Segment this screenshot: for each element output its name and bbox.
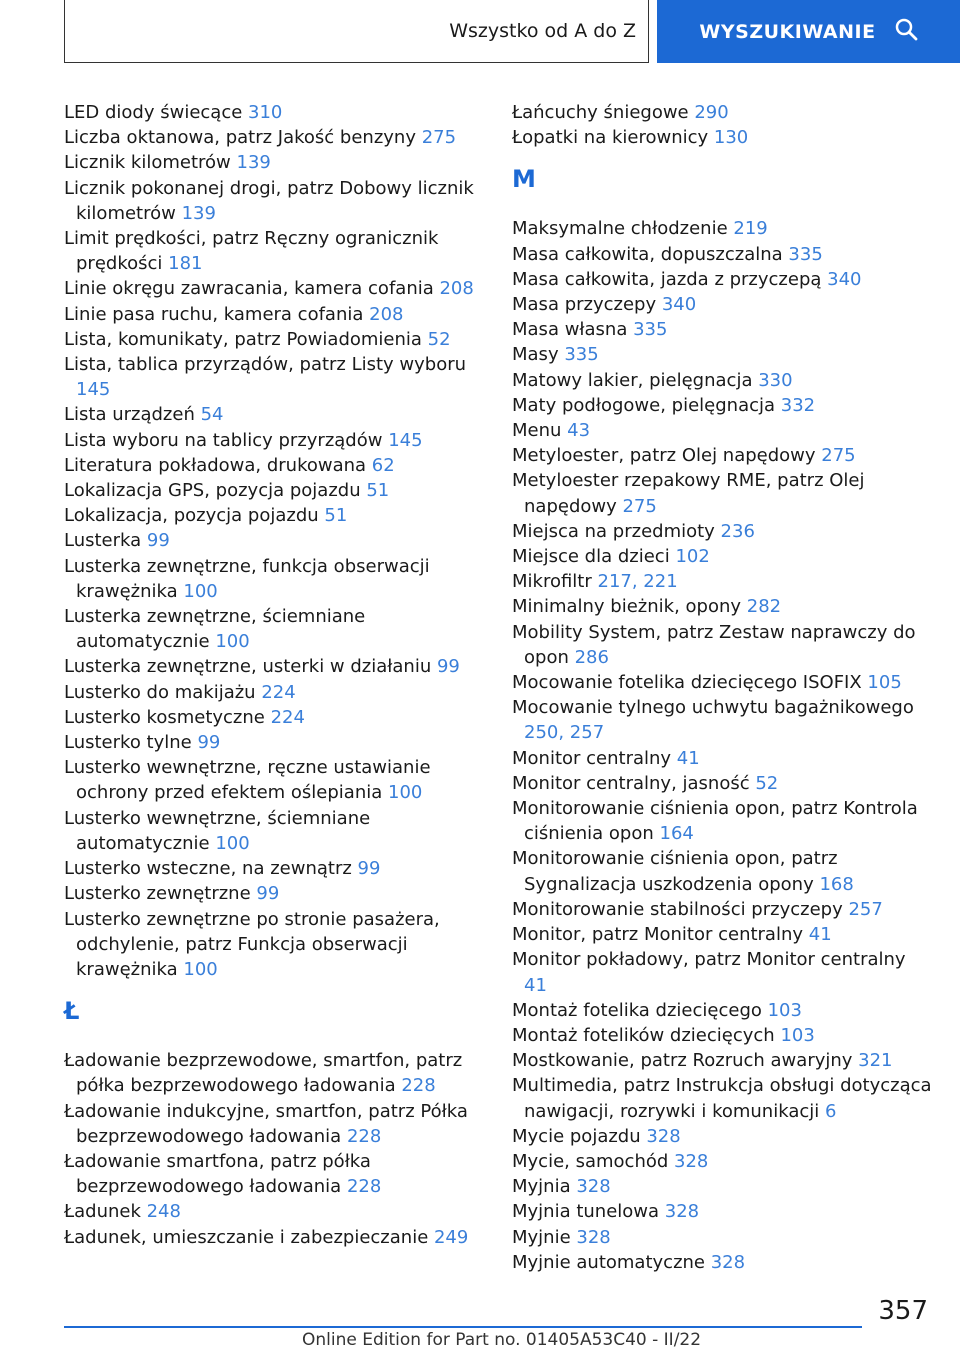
- page-link[interactable]: 328: [674, 1150, 709, 1172]
- page-link[interactable]: 99: [357, 858, 381, 880]
- page-link[interactable]: 103: [767, 999, 802, 1021]
- entry-text: Mycie pojazdu: [512, 1125, 647, 1147]
- entry-text: Maty podłogowe, pielęgnacja: [512, 394, 781, 416]
- page-link[interactable]: 102: [675, 546, 710, 568]
- page-link[interactable]: 62: [371, 454, 395, 476]
- entry-text: Lista urządzeń: [64, 404, 201, 426]
- index-entry: [512, 342, 932, 367]
- page-link[interactable]: 130: [713, 127, 749, 149]
- page-link[interactable]: 335: [564, 344, 599, 366]
- page-link[interactable]: 99: [436, 656, 460, 678]
- search-button[interactable]: [657, 0, 960, 63]
- entry-text: Masa całkowita, dopuszczalna: [512, 243, 789, 265]
- index-entry: [512, 1124, 932, 1149]
- entry-text: Miejsce dla dzieci: [512, 546, 676, 568]
- entry-text: Miejsca na przedmioty: [512, 520, 721, 542]
- entry-text: Minimalny bieżnik, opony: [512, 596, 747, 618]
- page-link[interactable]: 164: [659, 823, 694, 845]
- index-entry: [512, 569, 932, 594]
- page-link[interactable]: 228: [346, 1125, 382, 1147]
- entry-text: Licznik kilometrów: [64, 152, 237, 174]
- entry-text: Limit prędkości, patrz Ręczny ogranicznik prędkości: [64, 228, 439, 275]
- page-link[interactable]: 217, 221: [597, 571, 678, 593]
- index-entry: [64, 100, 484, 125]
- index-entry: [512, 620, 932, 670]
- entry-text: Matowy lakier, pielęgnacja: [512, 369, 759, 391]
- page-link[interactable]: 282: [746, 596, 782, 618]
- entry-text: Łopatki na kierownicy: [512, 127, 714, 149]
- page-link[interactable]: 52: [755, 772, 779, 794]
- entry-text: Ładowanie smartfona, patrz półka bezprzewodowego ładowania: [64, 1150, 371, 1198]
- entry-text: Mocowanie tylnego uchwytu bagażnikowego: [512, 697, 914, 719]
- entry-text: Monitorowanie stabilności przyczepy: [512, 898, 849, 920]
- page-link[interactable]: 103: [780, 1024, 815, 1046]
- entry-text: Łańcuchy śniegowe: [512, 102, 695, 123]
- index-entry: [64, 402, 484, 427]
- page-link[interactable]: 340: [827, 268, 862, 290]
- index-entry: [512, 796, 932, 846]
- entry-text: Ładunek: [64, 1201, 147, 1223]
- page-link[interactable]: 208: [369, 303, 404, 325]
- index-entry: [64, 226, 484, 276]
- index-entry: [512, 1174, 932, 1199]
- entry-text: Licznik pokonanej drogi, patrz Dobowy licznik kilometrów: [64, 177, 474, 224]
- index-entry: [512, 544, 932, 569]
- page-link[interactable]: 321: [858, 1050, 893, 1072]
- index-entry: [64, 327, 484, 352]
- index-entry: [64, 150, 484, 175]
- page-link[interactable]: 275: [622, 495, 657, 517]
- page-link[interactable]: 41: [808, 924, 832, 946]
- page-link[interactable]: 208: [439, 278, 474, 300]
- index-entry: [512, 846, 932, 896]
- page-link[interactable]: 100: [215, 832, 250, 854]
- page-link[interactable]: 310: [248, 102, 283, 123]
- page-link[interactable]: 41: [524, 974, 547, 996]
- index-entry: [512, 1199, 932, 1224]
- entry-text: Lusterko wsteczne, na zewnątrz: [64, 858, 358, 880]
- entry-text: Montaż fotelików dziecięcych: [512, 1024, 781, 1046]
- page-link[interactable]: 139: [236, 152, 271, 174]
- page-link[interactable]: 100: [183, 958, 218, 980]
- entry-text: Monitor centralny, jasność: [512, 772, 756, 794]
- index-entry: [64, 680, 484, 705]
- index-entry: [64, 1048, 484, 1098]
- page-link[interactable]: 332: [780, 394, 816, 416]
- index-tab[interactable]: [64, 0, 649, 63]
- entry-text: Monitorowanie ciśnienia opon, patrz Kontrola ciśnienia opon: [512, 798, 918, 845]
- entry-text: Lokalizacja GPS, pozycja pojazdu: [64, 480, 367, 502]
- index-entry: [512, 897, 932, 922]
- entry-text: Literatura pokładowa, drukowana: [64, 454, 372, 476]
- page-link[interactable]: 335: [788, 243, 823, 265]
- entry-text: Monitorowanie ciśnienia opon, patrz Sygnalizacja uszkodzenia opony: [512, 848, 838, 895]
- page-link[interactable]: 219: [733, 218, 768, 240]
- entry-text: Linie okręgu zawracania, kamera cofania: [64, 278, 440, 300]
- page-link[interactable]: 145: [388, 429, 423, 451]
- entry-text: Mostkowanie, patrz Rozruch awaryjny: [512, 1050, 859, 1072]
- entry-text: Lusterko zewnętrzne po stronie pasażera, odchylenie, patrz Funkcja obserwacji krawężnika: [64, 908, 440, 980]
- entries-m: [512, 216, 932, 1275]
- index-entry: [64, 554, 484, 604]
- entry-text: Montaż fotelika dziecięcego: [512, 999, 768, 1021]
- entry-text: Lusterka zewnętrzne, usterki w działaniu: [64, 656, 437, 678]
- page-link[interactable]: 275: [421, 127, 457, 149]
- entry-text: Masa przyczepy: [512, 294, 662, 316]
- page-link[interactable]: 145: [76, 379, 111, 401]
- page-link[interactable]: 99: [256, 883, 280, 905]
- entry-text: Myjnia: [512, 1176, 577, 1198]
- index-entry: [512, 267, 932, 292]
- page-link[interactable]: 99: [146, 530, 170, 552]
- page-link[interactable]: 224: [261, 681, 296, 703]
- page-link[interactable]: 51: [324, 505, 348, 527]
- index-entry: [512, 418, 932, 443]
- index-entry: [512, 695, 932, 745]
- entry-text: Mobility System, patrz Zestaw naprawczy do opon: [512, 621, 916, 668]
- index-entry: [512, 1048, 932, 1073]
- index-entry: [64, 1225, 484, 1250]
- page-link[interactable]: 328: [664, 1201, 700, 1223]
- entry-text: Lusterko wewnętrzne, ściemniane automatycznie: [64, 807, 371, 854]
- index-entry: [64, 1099, 484, 1149]
- index-entry: [64, 176, 484, 226]
- entry-text: Lista, komunikaty, patrz Powiadomienia: [64, 328, 428, 350]
- page-link[interactable]: 236: [720, 520, 755, 542]
- entry-text: Lusterko do makijażu: [64, 681, 262, 703]
- entry-text: Masy: [512, 344, 565, 366]
- page-link[interactable]: 340: [661, 294, 697, 316]
- entry-text: Masa własna: [512, 319, 634, 341]
- entry-text: Lusterko tylne: [64, 732, 198, 754]
- section-heading-m: M: [512, 165, 536, 194]
- index-entry: [512, 1073, 932, 1123]
- page-link[interactable]: 224: [270, 706, 305, 728]
- entry-text: Metyloester, patrz Olej napędowy: [512, 445, 822, 467]
- index-entry: [512, 468, 932, 518]
- page-link[interactable]: 248: [146, 1201, 181, 1223]
- page-link[interactable]: 54: [200, 404, 224, 426]
- index-tab-label: Wszystko od A do Z: [449, 20, 636, 42]
- page-link[interactable]: 100: [215, 631, 250, 653]
- entry-text: Monitor pokładowy, patrz Monitor centralny: [512, 949, 906, 971]
- index-entry: [512, 746, 932, 771]
- index-entry: [64, 1149, 484, 1199]
- entry-text: Lokalizacja, pozycja pojazdu: [64, 505, 325, 527]
- entry-text: Metyloester rzepakowy RME, patrz Olej napędowy: [512, 470, 865, 517]
- entry-text: Masa całkowita, jazda z przyczepą: [512, 268, 828, 290]
- index-entry: [64, 654, 484, 679]
- page-link[interactable]: 52: [427, 328, 451, 350]
- entry-text: Mycie, samochód: [512, 1150, 675, 1172]
- entry-text: Myjnie automatyczne: [512, 1251, 711, 1273]
- index-entry: [512, 1149, 932, 1174]
- page-link[interactable]: 168: [819, 873, 854, 895]
- index-entry: [512, 216, 932, 241]
- entries-l-stroke: [64, 1048, 484, 1250]
- page-link[interactable]: 328: [576, 1226, 611, 1248]
- page-link[interactable]: 335: [633, 319, 668, 341]
- index-entry: [512, 670, 932, 695]
- entry-text: Mikrofiltr: [512, 571, 598, 593]
- page-link[interactable]: 41: [676, 747, 700, 769]
- entry-text: Lusterko zewnętrzne: [64, 883, 257, 905]
- index-entry: [512, 443, 932, 468]
- index-entry: [64, 276, 484, 301]
- footer-divider: [64, 1326, 862, 1328]
- entry-text: Lista wyboru na tablicy przyrządów: [64, 429, 389, 451]
- page-link[interactable]: 99: [197, 732, 221, 754]
- page-number: 357: [878, 1296, 928, 1326]
- page-link[interactable]: 139: [181, 202, 216, 224]
- page-link[interactable]: 275: [821, 445, 856, 467]
- page-link[interactable]: 290: [694, 102, 729, 123]
- entries-l-stroke-cont: [512, 100, 932, 150]
- page-link[interactable]: 51: [366, 480, 390, 502]
- footer-edition: Online Edition for Part no. 01405A53C40 - II/22: [302, 1330, 702, 1350]
- page-link[interactable]: 100: [388, 782, 423, 804]
- index-entry: [64, 453, 484, 478]
- entry-text: Menu: [512, 420, 568, 442]
- page-link[interactable]: 105: [867, 672, 902, 694]
- entry-text: Liczba oktanowa, patrz Jakość benzyny: [64, 127, 422, 149]
- index-column-right: [512, 100, 932, 1275]
- index-entry: [64, 881, 484, 906]
- entry-text: Myjnia tunelowa: [512, 1201, 665, 1223]
- page-link[interactable]: 228: [401, 1075, 436, 1097]
- page-link[interactable]: 43: [567, 420, 591, 442]
- page-link[interactable]: 286: [574, 646, 609, 668]
- index-entry: [512, 125, 932, 150]
- index-entry: [64, 856, 484, 881]
- index-entry: [512, 998, 932, 1023]
- page-link[interactable]: 328: [646, 1125, 681, 1147]
- index-entry: [64, 604, 484, 654]
- index-entry: [64, 705, 484, 730]
- section-heading-l-stroke: Ł: [64, 997, 80, 1026]
- page-link[interactable]: 330: [758, 369, 793, 391]
- entry-text: Myjnie: [512, 1226, 577, 1248]
- entry-text: Multimedia, patrz Instrukcja obsługi dotycząca nawigacji, rozrywki i komunikacji: [512, 1075, 932, 1122]
- index-entry: [64, 478, 484, 503]
- index-entry: [512, 242, 932, 267]
- index-entry: [64, 125, 484, 150]
- search-icon: [894, 17, 918, 46]
- index-entry: [512, 1225, 932, 1250]
- index-entry: [512, 519, 932, 544]
- index-entry: [64, 806, 484, 856]
- index-column-left: [64, 100, 484, 1250]
- index-entry: [64, 755, 484, 805]
- index-entry: [64, 730, 484, 755]
- index-entry: [512, 1023, 932, 1048]
- page-link[interactable]: 328: [576, 1176, 611, 1198]
- entry-text: Linie pasa ruchu, kamera cofania: [64, 303, 370, 325]
- page-link[interactable]: 257: [848, 898, 883, 920]
- entry-text: Ładunek, umieszczanie i zabezpieczanie: [64, 1226, 434, 1248]
- entry-text: LED diody świecące: [64, 102, 249, 123]
- index-entry: [512, 1250, 932, 1275]
- index-entry: [64, 302, 484, 327]
- entry-text: Lista, tablica przyrządów, patrz Listy wyboru: [64, 354, 467, 376]
- index-entry: [64, 428, 484, 453]
- entry-text: Monitor centralny: [512, 747, 677, 769]
- index-entry: [512, 922, 932, 947]
- index-entry: [512, 100, 932, 125]
- index-entry: [512, 947, 932, 997]
- entry-text: Ładowanie indukcyjne, smartfon, patrz Półka bezprzewodowego ładowania: [64, 1100, 468, 1147]
- entry-text: Lusterko wewnętrzne, ręczne ustawianie ochrony przed efektem oślepiania: [64, 757, 431, 804]
- index-entry: [512, 292, 932, 317]
- page-link[interactable]: 328: [710, 1251, 746, 1273]
- page-link[interactable]: 250, 257: [524, 722, 605, 744]
- index-entry: [512, 368, 932, 393]
- entry-text: Lusterka: [64, 530, 147, 552]
- index-entry: [64, 503, 484, 528]
- entry-text: Maksymalne chłodzenie: [512, 218, 734, 240]
- entry-text: Ładowanie bezprzewodowe, smartfon, patrz półka bezprzewodowego ładowania: [64, 1050, 463, 1097]
- search-label: WYSZUKIWANIE: [699, 20, 876, 43]
- entries-l: [64, 100, 484, 982]
- index-entry: [512, 393, 932, 418]
- entry-text: Lusterko kosmetyczne: [64, 706, 271, 728]
- page-link[interactable]: 249: [433, 1226, 469, 1248]
- entry-text: Mocowanie fotelika dziecięcego ISOFIX: [512, 672, 868, 694]
- index-entry: [512, 317, 932, 342]
- entry-text: Lusterka zewnętrzne, ściemniane automatycznie: [64, 606, 366, 653]
- entry-text: Monitor, patrz Monitor centralny: [512, 924, 809, 946]
- index-entry: [64, 907, 484, 983]
- page-link[interactable]: 100: [183, 580, 218, 602]
- index-entry: [64, 1199, 484, 1224]
- index-entry: [512, 771, 932, 796]
- page-link[interactable]: 6: [824, 1100, 837, 1122]
- entry-text: Lusterka zewnętrzne, funkcja obserwacji krawężnika: [64, 555, 430, 602]
- index-entry: [512, 594, 932, 619]
- index-entry: [64, 528, 484, 553]
- index-entry: [64, 352, 484, 402]
- page-link[interactable]: 181: [168, 253, 203, 275]
- page-link[interactable]: 228: [346, 1176, 382, 1198]
